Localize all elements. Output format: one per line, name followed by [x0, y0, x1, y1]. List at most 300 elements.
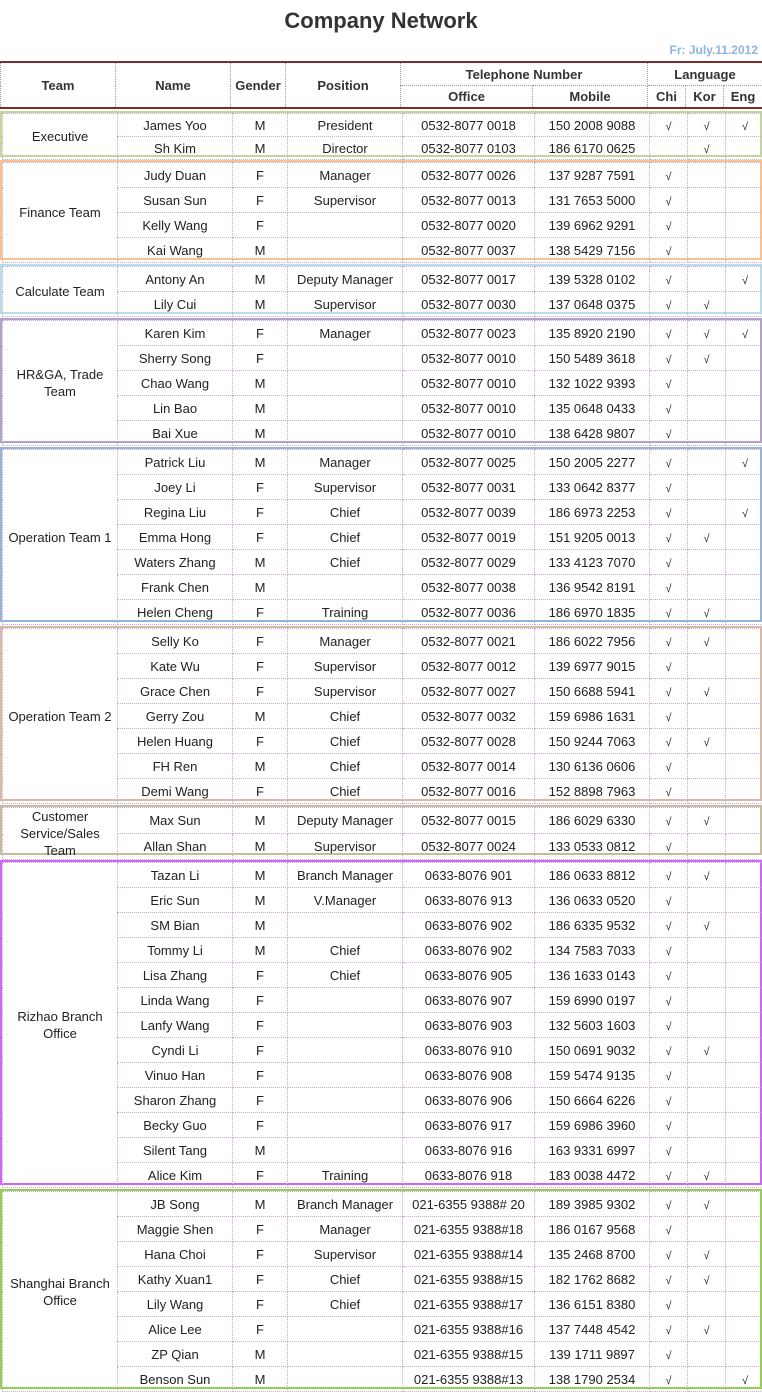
- mobile-phone: 133 0533 0812: [535, 834, 650, 860]
- lang-chi: [650, 292, 688, 317]
- lang-eng: [726, 729, 762, 754]
- member-name: Hana Choi: [118, 1242, 233, 1267]
- lang-chi: [650, 1367, 688, 1392]
- header-language: Language: [648, 62, 762, 86]
- member-name: Lisa Zhang: [118, 963, 233, 988]
- gender: M: [233, 913, 288, 938]
- office-phone: 0633-8076 903: [403, 1013, 535, 1038]
- gender: M: [233, 550, 288, 575]
- lang-chi: [650, 754, 688, 779]
- team-name: Calculate Team: [3, 267, 118, 317]
- gender: F: [233, 188, 288, 213]
- gender: F: [233, 213, 288, 238]
- member-name: Silent Tang: [118, 1138, 233, 1163]
- lang-chi: [650, 188, 688, 213]
- office-phone: 021-6355 9388#15: [403, 1342, 535, 1367]
- mobile-phone: 150 0691 9032: [535, 1038, 650, 1063]
- member-name: Alice Kim: [118, 1163, 233, 1188]
- gender: M: [233, 292, 288, 317]
- lang-eng: [726, 863, 762, 888]
- mobile-phone: 186 6022 7956: [535, 629, 650, 654]
- member-name: Lily Wang: [118, 1292, 233, 1317]
- lang-chi: [650, 779, 688, 804]
- member-name: Judy Duan: [118, 163, 233, 188]
- lang-eng: [726, 525, 762, 550]
- mobile-phone: 150 6664 6226: [535, 1088, 650, 1113]
- position: [288, 1138, 403, 1163]
- check-icon: √: [665, 429, 671, 441]
- check-icon: √: [703, 608, 709, 620]
- gender: F: [233, 346, 288, 371]
- lang-eng: [726, 500, 762, 525]
- lang-kor: [688, 1342, 726, 1367]
- header-name: Name: [116, 62, 231, 108]
- check-icon: √: [665, 275, 671, 287]
- mobile-phone: 183 0038 4472: [535, 1163, 650, 1188]
- check-icon: √: [665, 1121, 671, 1133]
- check-icon: √: [665, 762, 671, 774]
- team-group-cs: [0, 805, 762, 855]
- mobile-phone: 189 3985 9302: [535, 1192, 650, 1217]
- office-phone: 0532-8077 0029: [403, 550, 535, 575]
- date-label: Fr: July.11.2012: [670, 43, 759, 57]
- gender: M: [233, 834, 288, 860]
- team-name: HR&GA, Trade Team: [3, 321, 118, 446]
- position: Director: [288, 137, 403, 160]
- mobile-phone: 139 5328 0102: [535, 267, 650, 292]
- lang-kor: [688, 114, 726, 137]
- lang-eng: [726, 963, 762, 988]
- lang-eng: [726, 1317, 762, 1342]
- gender: M: [233, 938, 288, 963]
- check-icon: √: [665, 583, 671, 595]
- mobile-phone: 152 8898 7963: [535, 779, 650, 804]
- check-icon: √: [665, 1225, 671, 1237]
- gender: M: [233, 1192, 288, 1217]
- check-icon: √: [665, 842, 671, 854]
- lang-eng: [726, 1192, 762, 1217]
- office-phone: 0532-8077 0032: [403, 704, 535, 729]
- position: Supervisor: [288, 654, 403, 679]
- team-group-op2: [0, 626, 762, 801]
- check-icon: √: [665, 1171, 671, 1183]
- check-icon: √: [665, 1300, 671, 1312]
- lang-kor: [688, 913, 726, 938]
- office-phone: 0633-8076 913: [403, 888, 535, 913]
- office-phone: 0532-8077 0012: [403, 654, 535, 679]
- position: [288, 371, 403, 396]
- gender: F: [233, 1292, 288, 1317]
- gender: M: [233, 114, 288, 137]
- check-icon: √: [665, 687, 671, 699]
- member-name: Max Sun: [118, 808, 233, 834]
- position: Chief: [288, 729, 403, 754]
- lang-eng: [726, 1138, 762, 1163]
- office-phone: 021-6355 9388# 20: [403, 1192, 535, 1217]
- lang-kor: [688, 1113, 726, 1138]
- lang-chi: [650, 114, 688, 137]
- lang-eng: [726, 1217, 762, 1242]
- check-icon: √: [703, 687, 709, 699]
- lang-kor: [688, 1138, 726, 1163]
- lang-eng: [726, 1063, 762, 1088]
- lang-chi: [650, 704, 688, 729]
- check-icon: √: [703, 144, 709, 156]
- lang-chi: [650, 163, 688, 188]
- mobile-phone: 139 6962 9291: [535, 213, 650, 238]
- lang-chi: [650, 1013, 688, 1038]
- lang-eng: [726, 188, 762, 213]
- office-phone: 0532-8077 0021: [403, 629, 535, 654]
- check-icon: √: [703, 1200, 709, 1212]
- position: [288, 1063, 403, 1088]
- lang-eng: [726, 1292, 762, 1317]
- check-icon: √: [742, 508, 748, 520]
- office-phone: 0532-8077 0023: [403, 321, 535, 346]
- team-table: [2, 162, 762, 263]
- table-row: [3, 808, 762, 834]
- position: Chief: [288, 525, 403, 550]
- position: [288, 1113, 403, 1138]
- table-row: [3, 163, 762, 188]
- lang-kor: [688, 834, 726, 860]
- lang-eng: [726, 888, 762, 913]
- lang-eng: [726, 114, 762, 137]
- lang-eng: [726, 137, 762, 160]
- gender: F: [233, 1013, 288, 1038]
- lang-chi: [650, 575, 688, 600]
- lang-kor: [688, 213, 726, 238]
- member-name: Benson Sun: [118, 1367, 233, 1392]
- lang-eng: [726, 913, 762, 938]
- gender: F: [233, 1217, 288, 1242]
- lang-kor: [688, 1063, 726, 1088]
- lang-eng: [726, 292, 762, 317]
- office-phone: 0633-8076 906: [403, 1088, 535, 1113]
- lang-kor: [688, 808, 726, 834]
- mobile-phone: 133 0642 8377: [535, 475, 650, 500]
- mobile-phone: 150 9244 7063: [535, 729, 650, 754]
- office-phone: 0532-8077 0016: [403, 779, 535, 804]
- office-phone: 021-6355 9388#16: [403, 1317, 535, 1342]
- mobile-phone: 136 6151 8380: [535, 1292, 650, 1317]
- lang-eng: [726, 550, 762, 575]
- lang-eng: [726, 421, 762, 446]
- lang-chi: [650, 654, 688, 679]
- header-chi: Chi: [648, 86, 686, 109]
- lang-chi: [650, 267, 688, 292]
- check-icon: √: [665, 558, 671, 570]
- header-team: Team: [1, 62, 116, 108]
- mobile-phone: 135 0648 0433: [535, 396, 650, 421]
- gender: M: [233, 137, 288, 160]
- office-phone: 0532-8077 0020: [403, 213, 535, 238]
- member-name: Frank Chen: [118, 575, 233, 600]
- team-group-op1: [0, 447, 762, 622]
- position: Deputy Manager: [288, 267, 403, 292]
- position: Chief: [288, 550, 403, 575]
- lang-kor: [688, 321, 726, 346]
- check-icon: √: [703, 300, 709, 312]
- position: Supervisor: [288, 188, 403, 213]
- lang-eng: [726, 600, 762, 625]
- lang-kor: [688, 1088, 726, 1113]
- office-phone: 021-6355 9388#14: [403, 1242, 535, 1267]
- lang-eng: [726, 1088, 762, 1113]
- table-row: [3, 321, 762, 346]
- check-icon: √: [742, 275, 748, 287]
- check-icon: √: [703, 737, 709, 749]
- mobile-phone: 159 6990 0197: [535, 988, 650, 1013]
- office-phone: 0532-8077 0026: [403, 163, 535, 188]
- position: Chief: [288, 500, 403, 525]
- lang-eng: [726, 213, 762, 238]
- check-icon: √: [665, 971, 671, 983]
- check-icon: √: [665, 196, 671, 208]
- check-icon: √: [665, 712, 671, 724]
- check-icon: √: [703, 1325, 709, 1337]
- mobile-phone: 150 2005 2277: [535, 450, 650, 475]
- mobile-phone: 137 0648 0375: [535, 292, 650, 317]
- member-name: Regina Liu: [118, 500, 233, 525]
- office-phone: 0532-8077 0017: [403, 267, 535, 292]
- lang-eng: [726, 475, 762, 500]
- member-name: Helen Huang: [118, 729, 233, 754]
- lang-kor: [688, 729, 726, 754]
- lang-eng: [726, 1163, 762, 1188]
- check-icon: √: [703, 533, 709, 545]
- lang-kor: [688, 346, 726, 371]
- lang-eng: [726, 754, 762, 779]
- lang-kor: [688, 163, 726, 188]
- check-icon: √: [703, 816, 709, 828]
- check-icon: √: [665, 1146, 671, 1158]
- team-name: Rizhao Branch Office: [3, 863, 118, 1188]
- lang-eng: [726, 450, 762, 475]
- lang-eng: [726, 779, 762, 804]
- lang-kor: [688, 1163, 726, 1188]
- check-icon: √: [703, 637, 709, 649]
- mobile-phone: 150 5489 3618: [535, 346, 650, 371]
- lang-eng: [726, 346, 762, 371]
- lang-eng: [726, 1038, 762, 1063]
- check-icon: √: [665, 508, 671, 520]
- lang-chi: [650, 371, 688, 396]
- mobile-phone: 186 6335 9532: [535, 913, 650, 938]
- lang-chi: [650, 888, 688, 913]
- team-group-calc: [0, 264, 762, 314]
- check-icon: √: [665, 896, 671, 908]
- lang-eng: [726, 1367, 762, 1392]
- mobile-phone: 159 5474 9135: [535, 1063, 650, 1088]
- check-icon: √: [665, 996, 671, 1008]
- member-name: Alice Lee: [118, 1317, 233, 1342]
- office-phone: 0532-8077 0010: [403, 346, 535, 371]
- position: [288, 913, 403, 938]
- member-name: Emma Hong: [118, 525, 233, 550]
- lang-kor: [688, 137, 726, 160]
- lang-kor: [688, 963, 726, 988]
- mobile-phone: 186 6970 1835: [535, 600, 650, 625]
- member-name: Becky Guo: [118, 1113, 233, 1138]
- position: Chief: [288, 779, 403, 804]
- office-phone: 021-6355 9388#15: [403, 1267, 535, 1292]
- office-phone: 0532-8077 0027: [403, 679, 535, 704]
- check-icon: √: [665, 1375, 671, 1387]
- gender: F: [233, 1038, 288, 1063]
- lang-kor: [688, 863, 726, 888]
- lang-eng: [726, 371, 762, 396]
- office-phone: 0633-8076 910: [403, 1038, 535, 1063]
- table-header: [0, 61, 762, 109]
- lang-kor: [688, 938, 726, 963]
- team-name: Executive: [3, 114, 118, 160]
- member-name: Kate Wu: [118, 654, 233, 679]
- lang-chi: [650, 938, 688, 963]
- team-name: Operation Team 2: [3, 629, 118, 804]
- check-icon: √: [703, 121, 709, 133]
- gender: M: [233, 754, 288, 779]
- member-name: Sherry Song: [118, 346, 233, 371]
- mobile-phone: 163 9331 6997: [535, 1138, 650, 1163]
- mobile-phone: 139 1711 9897: [535, 1342, 650, 1367]
- office-phone: 0532-8077 0024: [403, 834, 535, 860]
- lang-chi: [650, 500, 688, 525]
- mobile-phone: 150 2008 9088: [535, 114, 650, 137]
- member-name: Grace Chen: [118, 679, 233, 704]
- gender: F: [233, 1113, 288, 1138]
- lang-eng: [726, 938, 762, 963]
- member-name: Sh Kim: [118, 137, 233, 160]
- lang-kor: [688, 1038, 726, 1063]
- check-icon: √: [665, 458, 671, 470]
- position: Supervisor: [288, 1242, 403, 1267]
- check-icon: √: [703, 1046, 709, 1058]
- mobile-phone: 138 5429 7156: [535, 238, 650, 263]
- lang-eng: [726, 396, 762, 421]
- member-name: Lily Cui: [118, 292, 233, 317]
- mobile-phone: 150 6688 5941: [535, 679, 650, 704]
- check-icon: √: [703, 1171, 709, 1183]
- gender: F: [233, 600, 288, 625]
- mobile-phone: 159 6986 1631: [535, 704, 650, 729]
- check-icon: √: [665, 608, 671, 620]
- check-icon: √: [665, 171, 671, 183]
- member-name: Susan Sun: [118, 188, 233, 213]
- team-table: [2, 449, 762, 625]
- member-name: Tommy Li: [118, 938, 233, 963]
- gender: M: [233, 421, 288, 446]
- gender: F: [233, 1088, 288, 1113]
- header-eng: Eng: [724, 86, 762, 109]
- member-name: Cyndi Li: [118, 1038, 233, 1063]
- mobile-phone: 133 4123 7070: [535, 550, 650, 575]
- check-icon: √: [665, 329, 671, 341]
- page-title: Company Network: [0, 8, 762, 34]
- check-icon: √: [665, 637, 671, 649]
- lang-eng: [726, 267, 762, 292]
- position: [288, 213, 403, 238]
- office-phone: 021-6355 9388#13: [403, 1367, 535, 1392]
- position: [288, 988, 403, 1013]
- lang-chi: [650, 1217, 688, 1242]
- team-group-rz: [0, 860, 762, 1185]
- gender: F: [233, 963, 288, 988]
- gender: F: [233, 729, 288, 754]
- office-phone: 0532-8077 0010: [403, 371, 535, 396]
- position: [288, 238, 403, 263]
- lang-kor: [688, 704, 726, 729]
- position: Chief: [288, 754, 403, 779]
- mobile-phone: 186 0167 9568: [535, 1217, 650, 1242]
- team-table: [2, 862, 762, 1188]
- member-name: Tazan Li: [118, 863, 233, 888]
- check-icon: √: [665, 1325, 671, 1337]
- member-name: Antony An: [118, 267, 233, 292]
- lang-chi: [650, 1342, 688, 1367]
- mobile-phone: 186 6973 2253: [535, 500, 650, 525]
- table-row: [3, 114, 762, 137]
- check-icon: √: [665, 1350, 671, 1362]
- position: [288, 396, 403, 421]
- mobile-phone: 136 1633 0143: [535, 963, 650, 988]
- table-row: [3, 450, 762, 475]
- gender: F: [233, 525, 288, 550]
- check-icon: √: [703, 871, 709, 883]
- gender: M: [233, 863, 288, 888]
- lang-eng: [726, 1267, 762, 1292]
- check-icon: √: [665, 1200, 671, 1212]
- gender: F: [233, 654, 288, 679]
- table-row: [3, 1192, 762, 1217]
- office-phone: 0532-8077 0103: [403, 137, 535, 160]
- office-phone: 0532-8077 0031: [403, 475, 535, 500]
- mobile-phone: 186 6029 6330: [535, 808, 650, 834]
- lang-chi: [650, 1163, 688, 1188]
- header-kor: Kor: [686, 86, 724, 109]
- check-icon: √: [742, 121, 748, 133]
- mobile-phone: 182 1762 8682: [535, 1267, 650, 1292]
- lang-chi: [650, 600, 688, 625]
- office-phone: 0633-8076 918: [403, 1163, 535, 1188]
- position: Deputy Manager: [288, 808, 403, 834]
- position: Manager: [288, 629, 403, 654]
- table-row: [3, 863, 762, 888]
- lang-chi: [650, 525, 688, 550]
- member-name: Vinuo Han: [118, 1063, 233, 1088]
- lang-eng: [726, 1242, 762, 1267]
- gender: F: [233, 779, 288, 804]
- lang-chi: [650, 913, 688, 938]
- position: V.Manager: [288, 888, 403, 913]
- check-icon: √: [665, 1071, 671, 1083]
- lang-eng: [726, 575, 762, 600]
- team-group-sh: [0, 1189, 762, 1389]
- position: [288, 1013, 403, 1038]
- office-phone: 0532-8077 0019: [403, 525, 535, 550]
- mobile-phone: 132 1022 9393: [535, 371, 650, 396]
- member-name: Maggie Shen: [118, 1217, 233, 1242]
- check-icon: √: [742, 1375, 748, 1387]
- gender: M: [233, 808, 288, 834]
- table-row: [3, 629, 762, 654]
- lang-chi: [650, 1292, 688, 1317]
- lang-kor: [688, 188, 726, 213]
- mobile-phone: 137 7448 4542: [535, 1317, 650, 1342]
- lang-kor: [688, 679, 726, 704]
- lang-chi: [650, 1192, 688, 1217]
- check-icon: √: [703, 1275, 709, 1287]
